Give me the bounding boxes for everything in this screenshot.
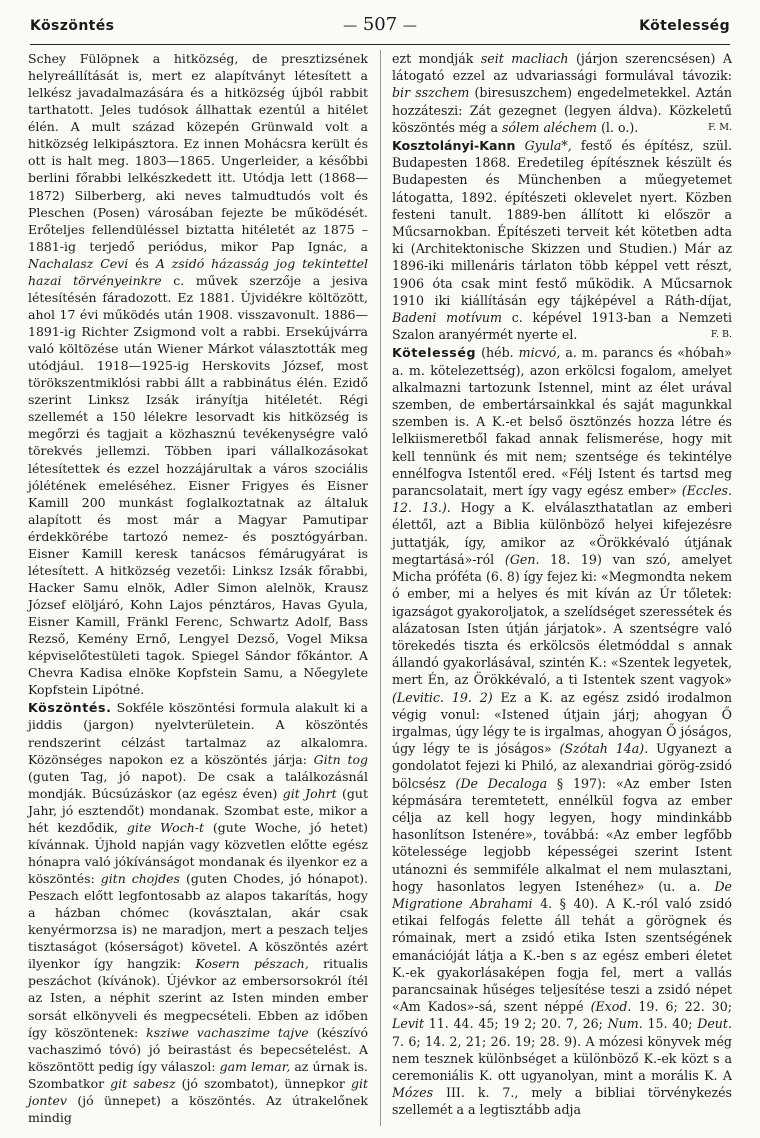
right-column	[392, 50, 732, 1119]
author-initials: F. M.	[708, 121, 732, 133]
author-initials: F. B.	[710, 329, 732, 341]
column-divider	[380, 50, 381, 1126]
entry-kotelesseg: Kötelesség (héb. micvó, a. m. parancs és «hóbah» a. m. kötelezettség), azon erkölcsi fogalom, amelyet alkalmazni tartozunk Istennel, mint az élet urával szemben, de embertársainkkal és saját magunkkal szemben is. A K.-et belső ösztönzés hozza létre és lelkiismeretből fakad annak felismerése, hogy mit kell tennünk és mit nem; szentsége és tekintélye ennélfogva Istentől ered. «Félj Istent és tartsd meg parancsolatait, mert így vagy egész ember» (Eccles. 12. 13.). Hogy a K. elválaszthatatlan az emberi élettől, azt a Biblia különböző helyei kifejezésre juttatják, így, amikor az «Örökkévaló útjának megtartásá»-ról (Gen. 18. 19) van szó, amelyet Micha próféta (6. 8) így fejez ki: «Megmondta nekem ó ember, mi a helyes és mit kíván az Úr tőletek: igazságot gyakoroljatok, a szelídséget szeressétek és alázatosan Isten útján járjatok». A szentségre való törekedés tiszta és erkölcsös életmóddal s annak állandó gyakorlásával, szintén K.: «Szentek legyetek, mert Én, az Örökkévaló, a ti Istentek szent vagyok» (Levitic. 19. 2) Ez a K. az egész zsidó irodalmon végig vonul: «Istened útjain járj; ahogyan Ő irgalmas, úgy légy te is irgalmas, ahogyan Ő jóságos, úgy légy te is jóságos» (Szótah 14a). Ugyanezt a gondolatot fejezi ki Philó, az alexandriai görög-zsidó bölcsész (De Decaloga § 197): «Az ember Isten képmására teremtetett, ennélkül fogva az ember célja az kell hogy legyen, hogy mindinkább hasonlítson Istenére», továbbá: «Az ember legfőbb kötelessége legjobb képességei szerint Istent utánozni és semmiféle alkalmat el nem mulasztani, hogy hasonlatos legyen Istenéhez» (u. a. De Migratione Abrahami 4. § 40). A K.-ról való zsidó etikai felfogás felette áll tehát a görögnek és rómainak, mert a zsidó etika Isten szentségének emanációját látja a K.-ben s az egész emberi életet K.-ek gyakorlásaképen fogja fel, mert a vallás parancsainak hűséges teljesítése teszi a zsidó népet «Am Kados»-sá, szent néppé (Exod. 19. 6; 22. 30; Levit 11. 44. 45; 19 2; 20. 7, 26; Num. 15. 40; Deut. 7. 6; 14. 2, 21; 26. 19; 28. 9). A mózesi könyvek még nem tesznek különbséget a különböző K.-ek közt s a ceremoniális K. ott ugyanolyan, mint a morális K. A Mózes III. k. 7., mely a bibliai törvénykezés szellemét a a legtisztább adja	[392, 345, 733, 1118]
entry-headword: Kosztolányi-Kann	[392, 138, 516, 154]
entry-koszontes: Köszöntés. Sokféle köszöntési formula alakult ki a jiddis (jargon) nyelvterületein. A köszöntés rendszerint célzást tartalmaz az alkalomra. Közönséges napokon ez a köszöntés járja: Gitn tog (guten Tag, jó napot). De csak a találkozásnál mondják. Búcsúzáskor (az egész éven) git Johrt (gut Jahr, jó esztendőt) mondanak. Szombat este, mikor a hét kezdődik, gite Woch-t (gute Woche, jó hetet) kívánnak. Újhold napján vagy közvetlen előtte egész hónapra való jókívánságot mondanak és ilyenkor ez a köszöntés: gitn chojdes (guten Chodes, jó hónapot). Peszach előtt legfontosabb az alapos takarítás, hogy a házban chómec (kovásztalan, akár csak kenyérmorzsa is) ne maradjon, mert a peszach teljes tisztaságot (kóserságot) követel. A köszöntés azért ilyenkor így hangzik: Kosern pészach, ritualis peszáchot (kívánok). Újévkor az embersorsokról ítél az Isten, a néphit szerint az Isten minden ember sorsát elkönyveli és megpecsételi. Ebben az időben így köszöntenek: ksziwe vachaszime tajve (készívó vachaszimó tóvó) jó beirastást és bepecsételést. A köszöntött pedig így válaszol: gam lemar, az úrnak is. Szombatkor git sabesz (jó szombatot), ünnepkor git jontev (jó ünnepet) a köszöntés. Az útrakelőnek mindig	[28, 700, 369, 1125]
page-number-block: — 507 —	[343, 14, 417, 35]
running-header	[30, 14, 730, 40]
entry-headword: Köszöntés.	[28, 700, 112, 716]
entry-kosztolanyi-kann: Kosztolányi-Kann Gyula*, festő és építész, szül. Budapesten 1868. Eredetileg építésznek készült és Budapesten és Münchenben a műegyetemet látogatta, 1892. építészeti oklevelet nyert. Közben festeni tanult. 1889-ben állított ki először a Műcsarnokban. Építészeti terveit két kötetben adta ki (Architektonische Skizzen und Studien.) Már az 1896-iki millenáris tárlaton több képpel vett részt, 1906 óta csak mint festő működik. A Műcsarnok 1910 iki kiállításán egy tájképével a Ráth-díjat, Badeni motívum c. képével 1913-ban a Nemzeti Szalon aranyérmét nyerte el. F. B.	[392, 138, 732, 343]
entry-headword: Kötelesség	[392, 345, 477, 361]
header-left-keyword: Köszöntés	[30, 18, 115, 34]
entry-koszontes-end: ezt mondják seit macliach (járjon szerencsésen) A látogató ezzel az udvariassági formulával távozik: bir sszchem (biresuszchem) engedelmetekkel. Aztán hozzáteszi: Zát gezegnet (legyen áldva). Közkeletű köszöntés még a sólem aléchem (l. o.). F. M.	[392, 51, 732, 135]
entry-continuation: Schey Fülöpnek a hitközség, de presztizsének helyreállítását is, mert ez alapítványt létesített a lelkész javadalmazására és a hitközség újból rabbit tarthatott. Jeles tudósok állhattak ezentúl a hitélet élén. A mult század közepén Grünwald volt a hitközség lelkipásztora. Ez innen Mohácsra került és ott is halt meg. 1803—1865. Ungerleider, a későbbi berlini főrabbi lelkészkedett itt. Utódja lett (1868—1872) Silberberg, aki neves talmudtudós volt és Pleschen (Posen) városában fejezte be működését. Erőteljes fellendüléssel biztatta hitéletét az 1875 – 1881-ig terjedő periódus, mikor Pap Ignác, a Nachalasz Cevi és A zsidó házasság jog tekintettel hazai törvényeinkre c. művek szerzője a jesiva létesítésén fáradozott. Ez 1881. Újvidékre költözött, ahol 17 évi működés után 1908. visszavonult. 1886—1891-ig Richter Zsigmond volt a rabbi. Ersekújvárra való költözése után Wiener Márkot választották meg utódjául. 1918—1925-ig Herskovits József, most törökszentmiklósi rabbi állt a rabbinátus élén. Ezidő szerint Linksz Izsák irányítja hitéletét. Régi szellemét a 150 lélekre lesorvadt kis hitközség is megőrzi és tagjait a közhasznú tevékenységre való törekvés jellemzi. Többen ipari vállalkozásokat létesítettek és ezzel hozzájárultak a város szociális jólétének emeléséhez. Eisner Frigyes és Eisner Kamill 200 munkást foglalkoztatnak az általuk alapított és most már a Magyar Pamutipar érdekkörébe tartozó nemez- és posztógyárban. Eisner Kamill keresk tanácsos fémárugyárat is létesített. A hitközség vezetői: Linksz Izsák főrabbi, Hacker Samu elnök, Adler Simon alelnök, Krausz József elöljáró, Kohn Lajos pénztáros, Havas Gyula, Eisner Kamill, Fränkl Ferenc, Schwartz Adolf, Bass Rezső, Kemény Ernő, Lengyel Dezső, Vogel Miksa képviselőtestületi tagok. Spiegel Sándor főkántor. A Chevra Kadisa elnöke Kopfstein Samu, a Nőegylete Kopfstein Lipótné.	[28, 51, 368, 698]
left-column	[28, 50, 368, 1126]
page-number: 507	[362, 14, 398, 35]
header-right-keyword: Kötelesség	[639, 18, 730, 34]
header-rule	[30, 44, 730, 45]
